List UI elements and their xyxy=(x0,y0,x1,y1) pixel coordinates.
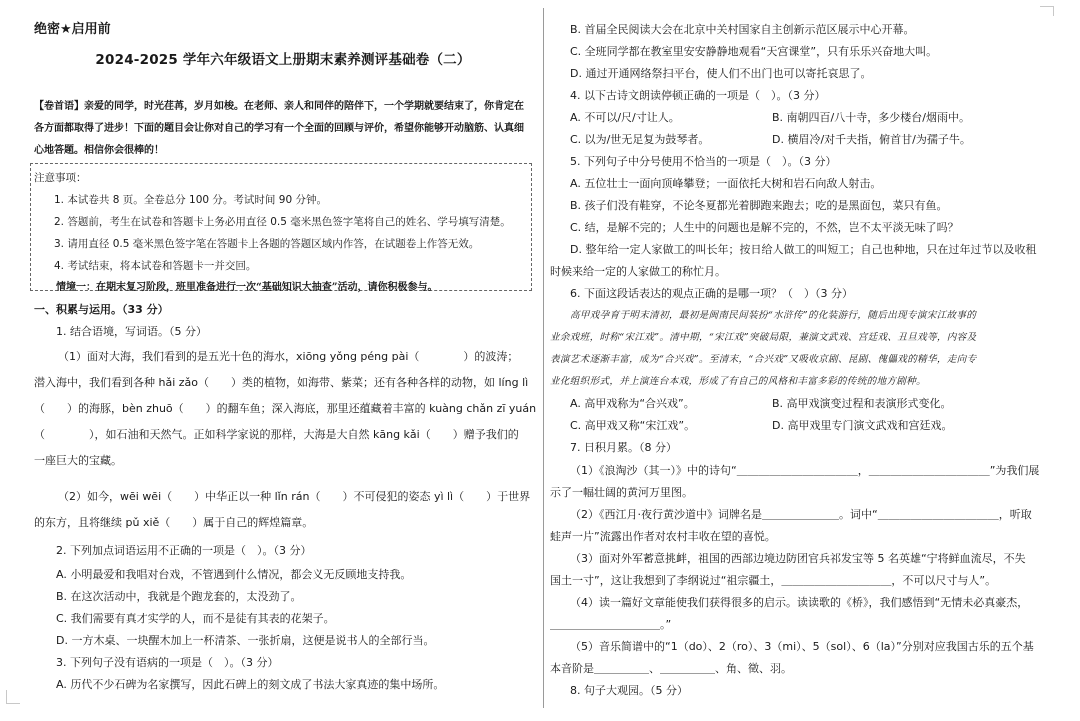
secret-label: 绝密★启用前 xyxy=(34,22,111,37)
notice-item: 4. 考试结束，将本试卷和答题卡一并交回。 xyxy=(54,260,257,272)
question-3-option: D. 通过开通网络祭扫平台，使人们不出门也可以寄托哀思了。 xyxy=(570,67,872,80)
question-5-option: C. 结，是解不完的；人生中的问题也是解不完的，不然，岂不太平淡无味了吗？ xyxy=(570,221,959,234)
question-3-option: C. 全班同学都在教室里安安静静地观看“天宫课堂”，只有乐乐兴奋地大叫。 xyxy=(570,45,938,58)
question-3-option: A. 历代不少石碑为名家撰写，因此石碑上的刻文成了书法大家真迹的集中场所。 xyxy=(56,678,445,691)
notice-item: 3. 请用直径 0.5 毫米黑色签字笔在答题卡上各题的答题区域内作答，在试题卷上作答无效。 xyxy=(54,238,480,250)
question-5: 5. 下列句子中分号使用不恰当的一项是（ ）。（3 分） xyxy=(570,155,837,168)
preface-text: 【卷首语】亲爱的同学，时光荏苒，岁月如梭。在老师、亲人和同伴的陪伴下，一个学期就要结束了，你肯定在各方面都取得了进步！下面的题目会让你对自己的学习有一个全面的回顾与评价，希望你能够开动脑筋、认真细心地答题。相信你会很棒的！ xyxy=(34,101,524,156)
scenario-text: 情境一：在期末复习阶段，班里准备进行一次“基础知识大抽查”活动，请你积极参与。 xyxy=(56,282,438,293)
question-6-option: B. 高甲戏演变过程和表演形式变化。 xyxy=(772,397,952,410)
question-2-option: B. 在这次活动中，我就是个跑龙套的，太没劲了。 xyxy=(56,590,302,603)
question-2-option: D. 一方木桌、一块醒木加上一杯清茶、一张折扇，这便是说书人的全部行当。 xyxy=(56,634,435,647)
question-7-line: （1）《浪淘沙（其一）》中的诗句“＿＿＿＿＿＿＿＿＿＿＿，＿＿＿＿＿＿＿＿＿＿＿”为我们展 xyxy=(570,464,1040,477)
exam-title: 2024-2025 学年六年级语文上册期末素养测评基础卷（二） xyxy=(95,52,471,68)
passage-line: 表演艺术逐渐丰富，成为“合兴戏”。至清末，“合兴戏”又吸收京剧、昆剧、傀儡戏的精华，走向专 xyxy=(550,354,977,365)
question-3: 3. 下列句子没有语病的一项是（ ）。（3 分） xyxy=(56,656,279,669)
question-4-option: C. 以为/世无足复为鼓琴者。 xyxy=(570,133,710,146)
question-7: 7. 日积月累。（8 分） xyxy=(570,441,677,454)
question-1-line: （2）如今，wēi wēi（ ）中华正以一种 lǐn rán（ ）不可侵犯的姿态 yì lì（ ）于世界 xyxy=(58,490,531,503)
question-7-line: 本音阶是＿＿＿＿＿、＿＿＿＿＿、角、徵、羽。 xyxy=(550,662,792,675)
question-1-line: （ ）的海豚，bèn zhuō（ ）的翻车鱼；深入海底，那里还蕴藏着丰富的 kuàng chǎn zī yuán xyxy=(34,402,537,415)
question-7-line: （3）面对外军蓄意挑衅，祖国的西部边境边防团官兵祁发宝等 5 名英雄“宁将鲜血流尽，不失 xyxy=(570,552,1026,565)
question-7-line: （2）《西江月·夜行黄沙道中》词牌名是＿＿＿＿＿＿＿。词中“＿＿＿＿＿＿＿＿＿＿＿，听取 xyxy=(570,508,1032,521)
question-7-line: 蛙声一片”流露出作者对农村丰收在望的喜悦。 xyxy=(550,530,776,543)
question-2-option: A. 小明最爱和我唱对台戏，不管遇到什么情况，都会义无反顾地支持我。 xyxy=(56,568,412,581)
column-divider xyxy=(543,8,544,708)
passage-line: 业化组织形式，并上演连台本戏，形成了有自己的风格和丰富多彩的传统的地方剧种。 xyxy=(550,376,926,387)
question-7-line: （4）读一篇好文章能使我们获得很多的启示。读读歌的《桥》，我们感悟到“无情未必真豪杰， xyxy=(570,596,1029,609)
question-6: 6. 下面这段话表达的观点正确的是哪一项？（ ）（3 分） xyxy=(570,287,853,300)
passage-line: 业余戏班，时称“宋江戏”。清中期，“宋江戏”突破局限，兼演文武戏、宫廷戏、丑旦戏等，内容及 xyxy=(550,332,977,343)
question-5-option: A. 五位壮士一面向顶峰攀登；一面依托大树和岩石向敌人射击。 xyxy=(570,177,882,190)
question-1-line: 一座巨大的宝藏。 xyxy=(34,454,122,467)
question-3-option: B. 首届全民阅读大会在北京中关村国家自主创新示范区展示中心开幕。 xyxy=(570,23,915,36)
question-6-option: C. 高甲戏又称“宋江戏”。 xyxy=(570,419,696,432)
question-5-option: D. 整年给一定人家做工的叫长年；按日给人做工的叫短工；自己也种地，只在过年过节以及收租 xyxy=(570,243,1037,256)
question-6-option: D. 高甲戏里专门演文武戏和宫廷戏。 xyxy=(772,419,953,432)
question-8: 8. 句子大观园。（5 分） xyxy=(570,684,688,697)
question-5-option: B. 孩子们没有鞋穿，不论冬夏都光着脚跑来跑去；吃的是黑面包，菜只有鱼。 xyxy=(570,199,948,212)
question-4-option: D. 横眉冷/对千夫指，俯首甘/为孺子牛。 xyxy=(772,133,971,146)
question-1-line: （ ），如石油和天然气。正如科学家说的那样，大海是大自然 kāng kǎi（ ）赠予我们的 xyxy=(34,428,519,441)
notice-item: 1. 本试卷共 8 页。全卷总分 100 分。考试时间 90 分钟。 xyxy=(54,194,327,206)
crop-mark-top-right xyxy=(1040,6,1054,16)
question-5-option: 时候来给一定的人家做工的称忙月。 xyxy=(550,265,726,278)
question-7-line: 示了一幅壮阔的黄河万里图。 xyxy=(550,486,693,499)
question-2: 2. 下列加点词语运用不正确的一项是（ ）。（3 分） xyxy=(56,544,312,557)
question-1: 1. 结合语境，写词语。（5 分） xyxy=(56,325,207,338)
question-7-line: （5）音乐简谱中的“1（do）、2（ro）、3（mi）、5（sol）、6（la）”分别对应我国古乐的五个基 xyxy=(570,640,1034,653)
question-7-line: ＿＿＿＿＿＿＿＿＿＿。” xyxy=(550,618,672,631)
passage-line: 高甲戏孕育于明末清初，最初是闽南民间装扮“水浒传”的化装游行，随后出现专演宋江故事的 xyxy=(570,310,977,321)
question-4-option: A. 不可以/尺/寸让人。 xyxy=(570,111,680,124)
question-4: 4. 以下古诗文朗读停顿正确的一项是（ ）。（3 分） xyxy=(570,89,826,102)
question-1-line: 的东方，且将继续 pǔ xiě（ ）属于自己的辉煌篇章。 xyxy=(34,516,314,529)
question-4-option: B. 南朝四百/八十寺，多少楼台/烟雨中。 xyxy=(772,111,970,124)
section-heading: 一、积累与运用。（33 分） xyxy=(34,303,169,316)
question-2-option: C. 我们需要有真才实学的人，而不是徒有其表的花架子。 xyxy=(56,612,335,625)
question-6-option: A. 高甲戏称为“合兴戏”。 xyxy=(570,397,695,410)
notice-title: 注意事项： xyxy=(34,172,87,184)
crop-mark-bottom-left xyxy=(6,690,20,704)
question-7-line: 国土一寸”，这让我想到了李纲说过“祖宗疆土，＿＿＿＿＿＿＿＿＿＿，不可以尺寸与人”。 xyxy=(550,574,997,587)
question-1-line: 潜入海中，我们看到各种 hǎi zǎo（ ）类的植物，如海带、紫菜；还有各种各样的动物，如 líng lì xyxy=(34,376,529,389)
question-1-line: （1）面对大海，我们看到的是五光十色的海水，xiōng yǒng péng pài（ ）的波涛； xyxy=(58,350,519,363)
notice-item: 2. 答题前，考生在试卷和答题卡上务必用直径 0.5 毫米黑色签字笔将自己的姓名、学号填写清楚。 xyxy=(54,216,511,228)
